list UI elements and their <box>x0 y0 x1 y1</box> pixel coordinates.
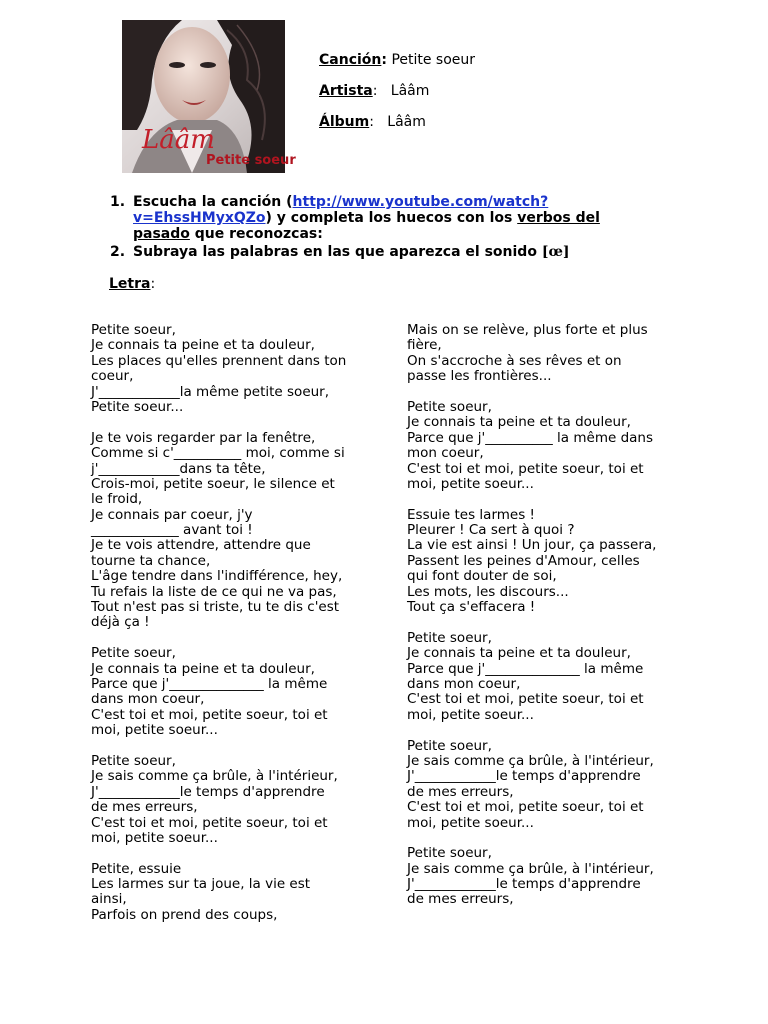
lyrics-right-line: Petite soeur, <box>407 845 492 862</box>
song-label-colon: : <box>381 52 387 68</box>
lyrics-right-line <box>407 831 697 846</box>
artist-value: Lââm <box>390 83 430 99</box>
lyrics-right-line: Je connais ta peine et ta douleur, <box>407 645 631 662</box>
song-value: Petite soeur <box>391 52 476 68</box>
lyrics-right-line: Je sais comme ça brûle, à l'intérieur, <box>407 752 654 769</box>
lyrics-right-line <box>407 615 697 630</box>
lyrics-left-line: Je connais ta peine et ta douleur, <box>91 337 315 354</box>
lyrics-left-line: tourne ta chance, <box>91 552 211 569</box>
lyrics-right-line <box>407 492 697 507</box>
lyrics-left-line: Petite, essuie <box>91 860 182 877</box>
lyrics-left-line: déjà ça ! <box>91 614 150 631</box>
lyrics-left-line: coeur, <box>91 368 134 385</box>
lyrics-left-line: j'____________dans ta tête, <box>91 460 266 477</box>
lyrics-left-line: le froid, <box>91 491 143 508</box>
lyrics-left-line: Je te vois attendre, attendre que <box>91 537 311 554</box>
lyrics-right-line: Passent les peines d'Amour, celles <box>407 552 640 569</box>
lyrics-right-line: de mes erreurs, <box>407 891 514 908</box>
lyrics-right-line: C'est toi et moi, petite soeur, toi et <box>407 799 644 816</box>
lyrics-left-line <box>91 739 371 754</box>
lyrics-left-line: J'____________le temps d'apprendre <box>91 783 325 800</box>
lyrics-label: Letra <box>109 276 151 292</box>
lyrics-left-line: Petite soeur, <box>91 752 176 769</box>
lyrics-left-line: Les places qu'elles prennent dans ton <box>91 352 347 369</box>
lyrics-right-line: Parce que j'__________ la même dans <box>407 429 654 446</box>
lyrics-right-line <box>407 385 697 400</box>
lyrics-right-line: passe les frontières... <box>407 368 552 385</box>
lyrics-left-line: Crois-moi, petite soeur, le silence et <box>91 475 335 492</box>
task-2-phonetic-symbol: [œ] <box>541 244 570 260</box>
lyrics-right-line: qui font douter de soi, <box>407 568 557 585</box>
lyrics-right-line: Pleurer ! Ca sert à quoi ? <box>407 522 575 539</box>
lyrics-right-line <box>407 723 697 738</box>
lyrics-right-line: Petite soeur, <box>407 398 492 415</box>
lyrics-right-line: Petite soeur, <box>407 629 492 646</box>
lyrics-left-line <box>91 846 371 861</box>
lyrics-left-line: Parfois on prend des coups, <box>91 906 278 923</box>
lyrics-left-line: moi, petite soeur... <box>91 829 218 846</box>
song-label: Canción <box>319 52 382 68</box>
lyrics-left-line: C'est toi et moi, petite soeur, toi et <box>91 814 328 831</box>
lyrics-right-line: C'est toi et moi, petite soeur, toi et <box>407 691 644 708</box>
album-value: Lââm <box>387 114 426 130</box>
youtube-link[interactable]: http://www.youtube.com/watch?v=EhssHMyxQZo <box>133 194 549 226</box>
lyrics-right-line: Essuie tes larmes ! <box>407 506 535 523</box>
lyrics-left-line: Je te vois regarder par la fenêtre, <box>91 429 316 446</box>
task-1-underlined-phrase: verbos del pasado <box>133 210 600 242</box>
lyrics-right-line: Tout ça s'effacera ! <box>407 599 536 616</box>
lyrics-left-line: ainsi, <box>91 891 127 908</box>
lyrics-left-line: de mes erreurs, <box>91 799 198 816</box>
lyrics-right-line: La vie est ainsi ! Un jour, ça passera, <box>407 537 657 554</box>
cover-logo-text: Lââm <box>142 125 215 155</box>
task-1-text <box>133 194 653 242</box>
lyrics-left-line: Comme si c'__________ moi, comme si <box>91 445 345 462</box>
album-cover-image <box>122 20 296 173</box>
lyrics-left-line: Je connais par coeur, j'y <box>91 506 253 523</box>
lyrics-right-line: moi, petite soeur... <box>407 475 534 492</box>
lyrics-left-line: Petite soeur... <box>91 398 184 415</box>
lyrics-left-line: J'____________la même petite soeur, <box>91 383 330 400</box>
lyrics-left-line: moi, petite soeur... <box>91 722 218 739</box>
lyrics-heading <box>109 276 155 292</box>
lyrics-right-line: On s'accroche à ses rêves et on <box>407 352 622 369</box>
song-info <box>319 52 475 68</box>
lyrics-left-line: Les larmes sur ta joue, la vie est <box>91 876 311 893</box>
lyrics-left-line: _____________ avant toi ! <box>91 522 253 539</box>
lyrics-right-line: J'____________le temps d'apprendre <box>407 876 641 893</box>
task-1-number: 1. <box>110 194 126 210</box>
task-1-middle: ) y completa los huecos con los <box>265 210 518 226</box>
lyrics-label-colon: : <box>150 276 156 292</box>
album-cover-art <box>122 20 296 173</box>
lyrics-left-line: Je sais comme ça brûle, à l'intérieur, <box>91 768 338 785</box>
lyrics-right-line: de mes erreurs, <box>407 783 514 800</box>
lyrics-left-line: L'âge tendre dans l'indifférence, hey, <box>91 568 343 585</box>
lyrics-left-line: Parce que j'______________ la même <box>91 675 328 692</box>
lyrics-left-line: Je connais ta peine et ta douleur, <box>91 660 315 677</box>
lyrics-right-line: Les mots, les discours... <box>407 583 569 600</box>
task-2-number: 2. <box>110 244 126 260</box>
album-info <box>319 114 426 130</box>
lyrics-right-line: Mais on se relève, plus forte et plus <box>407 322 648 338</box>
cover-subtitle-text: Petite soeur <box>206 153 296 168</box>
lyrics-left-line: Petite soeur, <box>91 322 176 338</box>
lyrics-right-line: mon coeur, <box>407 445 484 462</box>
artist-label-colon: : <box>372 83 378 99</box>
lyrics-right-line: moi, petite soeur... <box>407 814 534 831</box>
lyrics-left-line: Tout n'est pas si triste, tu te dis c'est <box>91 599 340 616</box>
lyrics-left-line <box>91 415 371 430</box>
lyrics-right-line: Je sais comme ça brûle, à l'intérieur, <box>407 860 654 877</box>
album-label-colon: : <box>369 114 374 130</box>
lyrics-column-left <box>91 323 371 923</box>
lyrics-right-line: C'est toi et moi, petite soeur, toi et <box>407 460 644 477</box>
task-2-text <box>133 244 653 260</box>
lyrics-right-line: fière, <box>407 337 442 354</box>
task-1-ending: que reconozcas: <box>189 226 323 242</box>
artist-info <box>319 83 429 99</box>
lyrics-right-line: dans mon coeur, <box>407 675 521 692</box>
lyrics-right-line: Je connais ta peine et ta douleur, <box>407 414 631 431</box>
lyrics-left-line: C'est toi et moi, petite soeur, toi et <box>91 706 328 723</box>
lyrics-column-right <box>407 323 697 908</box>
lyrics-right-line: Petite soeur, <box>407 737 492 754</box>
lyrics-left-line: dans mon coeur, <box>91 691 205 708</box>
lyrics-right-line: moi, petite soeur... <box>407 706 534 723</box>
lyrics-right-line: Parce que j'______________ la même <box>407 660 644 677</box>
artist-label: Artista <box>319 83 373 99</box>
lyrics-left-line: Tu refais la liste de ce qui ne va pas, <box>91 583 337 600</box>
task-2-instruction: Subraya las palabras en las que aparezca el sonido <box>133 244 537 260</box>
album-label: Álbum <box>319 114 370 130</box>
lyrics-left-line: Petite soeur, <box>91 645 176 662</box>
lyrics-left-line <box>91 631 371 646</box>
task-1-intro: Escucha la canción ( <box>133 194 293 210</box>
lyrics-right-line: J'____________le temps d'apprendre <box>407 768 641 785</box>
